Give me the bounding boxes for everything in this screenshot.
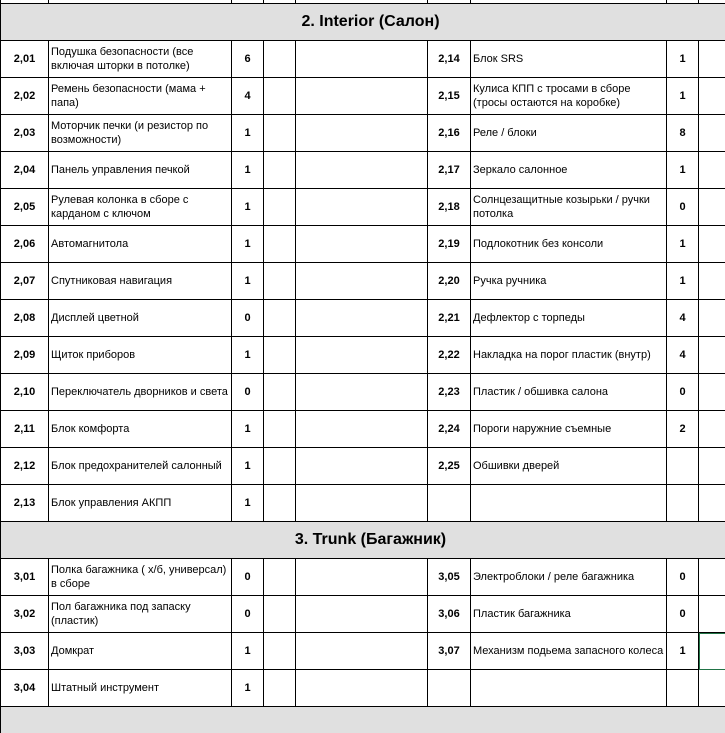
item-number-cell[interactable]: 2,15: [428, 78, 471, 115]
table-row: [1, 300, 725, 337]
item-number-cell[interactable]: 2,14: [428, 41, 471, 78]
table-row: [1, 596, 725, 633]
item-qty-cell[interactable]: 0: [232, 374, 264, 411]
item-name-cell[interactable]: Домкрат: [49, 633, 232, 670]
section-title-trunk[interactable]: 3. Trunk (Багажник): [1, 522, 725, 559]
item-number-cell[interactable]: 2,06: [1, 226, 49, 263]
item-name-cell[interactable]: [471, 670, 667, 707]
empty-cell[interactable]: [264, 485, 296, 522]
empty-cell[interactable]: [264, 411, 296, 448]
item-number-cell[interactable]: 2,07: [1, 263, 49, 300]
table-row: [1, 78, 725, 115]
item-number-cell[interactable]: 2,01: [1, 41, 49, 78]
item-qty-cell[interactable]: 1: [667, 152, 699, 189]
item-name-cell[interactable]: Ремень безопасности (мама + папа): [49, 78, 232, 115]
empty-cell[interactable]: [699, 152, 725, 189]
item-name-cell[interactable]: Блок управления АКПП: [49, 485, 232, 522]
item-name-cell[interactable]: Пол багажника под запаску (пластик): [49, 596, 232, 633]
item-name-cell[interactable]: Обшивки дверей: [471, 448, 667, 485]
item-name-cell[interactable]: Подлокотник без консоли: [471, 226, 667, 263]
item-qty-cell[interactable]: 1: [232, 411, 264, 448]
item-qty-cell[interactable]: 0: [667, 596, 699, 633]
item-qty-cell[interactable]: 0: [232, 596, 264, 633]
section-title-interior[interactable]: 2. Interior (Салон): [1, 4, 725, 41]
item-name-cell[interactable]: Подушка безопасности (все включая шторки в потолке): [49, 41, 232, 78]
empty-cell[interactable]: [264, 78, 296, 115]
section-header-interior: [1, 4, 725, 41]
item-name-cell[interactable]: Ручка ручника: [471, 263, 667, 300]
item-name-cell[interactable]: Кулиса КПП с тросами в сборе (тросы остаются на коробке): [471, 78, 667, 115]
empty-cell[interactable]: [699, 300, 725, 337]
empty-cell[interactable]: [264, 670, 296, 707]
item-qty-cell[interactable]: 1: [667, 226, 699, 263]
empty-cell[interactable]: [264, 41, 296, 78]
table-row: [1, 485, 725, 522]
item-qty-cell[interactable]: 1: [667, 633, 699, 670]
empty-cell[interactable]: [264, 448, 296, 485]
empty-cell[interactable]: [264, 300, 296, 337]
empty-cell[interactable]: [699, 559, 725, 596]
item-qty-cell[interactable]: 1: [232, 115, 264, 152]
empty-cell[interactable]: [296, 448, 428, 485]
table-row: [1, 411, 725, 448]
item-number-cell[interactable]: 3,03: [1, 633, 49, 670]
empty-cell[interactable]: [296, 226, 428, 263]
item-number-cell[interactable]: 2,09: [1, 337, 49, 374]
item-number-cell[interactable]: 3,04: [1, 670, 49, 707]
item-number-cell[interactable]: 2,18: [428, 189, 471, 226]
item-name-cell[interactable]: Дефлектор с торпеды: [471, 300, 667, 337]
empty-cell[interactable]: [699, 596, 725, 633]
item-qty-cell[interactable]: 1: [667, 263, 699, 300]
table-row: [1, 226, 725, 263]
empty-cell[interactable]: [699, 189, 725, 226]
section-header-trunk: [1, 522, 725, 559]
empty-cell[interactable]: [264, 596, 296, 633]
empty-cell[interactable]: [296, 670, 428, 707]
item-qty-cell[interactable]: [667, 448, 699, 485]
empty-cell[interactable]: [296, 152, 428, 189]
empty-cell[interactable]: [296, 78, 428, 115]
item-name-cell[interactable]: Спутниковая навигация: [49, 263, 232, 300]
item-name-cell[interactable]: Блок SRS: [471, 41, 667, 78]
item-number-cell[interactable]: 2,19: [428, 226, 471, 263]
item-qty-cell[interactable]: 1: [232, 670, 264, 707]
empty-cell[interactable]: [296, 115, 428, 152]
item-name-cell[interactable]: Накладка на порог пластик (внутр): [471, 337, 667, 374]
item-qty-cell[interactable]: 0: [232, 559, 264, 596]
item-name-cell[interactable]: Пластик / обшивка салона: [471, 374, 667, 411]
table-row: [1, 152, 725, 189]
item-number-cell[interactable]: 3,05: [428, 559, 471, 596]
item-name-cell[interactable]: Щиток приборов: [49, 337, 232, 374]
item-qty-cell[interactable]: 1: [232, 226, 264, 263]
table-row: [1, 448, 725, 485]
table-row: [1, 115, 725, 152]
item-qty-cell[interactable]: 1: [232, 448, 264, 485]
item-number-cell[interactable]: 3,02: [1, 596, 49, 633]
empty-cell[interactable]: [699, 670, 725, 707]
item-qty-cell[interactable]: 4: [667, 337, 699, 374]
item-number-cell[interactable]: [428, 670, 471, 707]
item-qty-cell[interactable]: 1: [667, 41, 699, 78]
item-number-cell[interactable]: 2,23: [428, 374, 471, 411]
empty-cell[interactable]: [699, 263, 725, 300]
empty-cell[interactable]: [296, 374, 428, 411]
empty-cell[interactable]: [264, 374, 296, 411]
item-qty-cell[interactable]: 1: [232, 633, 264, 670]
item-qty-cell[interactable]: 1: [232, 337, 264, 374]
item-qty-cell[interactable]: 0: [667, 374, 699, 411]
item-qty-cell[interactable]: 2: [667, 411, 699, 448]
item-name-cell[interactable]: Дисплей цветной: [49, 300, 232, 337]
item-number-cell[interactable]: 2,05: [1, 189, 49, 226]
item-number-cell[interactable]: 2,08: [1, 300, 49, 337]
empty-cell[interactable]: [296, 633, 428, 670]
item-name-cell[interactable]: [471, 485, 667, 522]
empty-cell[interactable]: [296, 485, 428, 522]
item-number-cell[interactable]: 2,11: [1, 411, 49, 448]
item-number-cell[interactable]: 2,22: [428, 337, 471, 374]
item-name-cell[interactable]: Реле / блоки: [471, 115, 667, 152]
item-name-cell[interactable]: Электроблоки / реле багажника: [471, 559, 667, 596]
item-name-cell[interactable]: Блок комфорта: [49, 411, 232, 448]
empty-cell[interactable]: [699, 115, 725, 152]
item-name-cell[interactable]: Солнцезащитные козырьки / ручки потолка: [471, 189, 667, 226]
item-name-cell[interactable]: Штатный инструмент: [49, 670, 232, 707]
empty-cell[interactable]: [264, 115, 296, 152]
item-qty-cell[interactable]: [667, 670, 699, 707]
empty-cell[interactable]: [296, 263, 428, 300]
item-qty-cell[interactable]: 0: [667, 189, 699, 226]
empty-cell[interactable]: [296, 300, 428, 337]
empty-cell[interactable]: [264, 152, 296, 189]
empty-cell[interactable]: [699, 633, 725, 670]
table-row: [1, 263, 725, 300]
item-name-cell[interactable]: Рулевая колонка в сборе с карданом с ключом: [49, 189, 232, 226]
item-name-cell[interactable]: Переключатель дворников и света: [49, 374, 232, 411]
table-row: [1, 41, 725, 78]
empty-cell[interactable]: [699, 41, 725, 78]
item-qty-cell[interactable]: 4: [232, 78, 264, 115]
empty-cell[interactable]: [699, 448, 725, 485]
empty-cell[interactable]: [699, 337, 725, 374]
item-name-cell[interactable]: Блок предохранителей салонный: [49, 448, 232, 485]
item-qty-cell[interactable]: 0: [667, 559, 699, 596]
empty-cell[interactable]: [296, 559, 428, 596]
item-number-cell[interactable]: 3,07: [428, 633, 471, 670]
item-number-cell[interactable]: 2,25: [428, 448, 471, 485]
empty-cell[interactable]: [296, 337, 428, 374]
empty-cell[interactable]: [296, 189, 428, 226]
table-row: [1, 633, 725, 670]
empty-cell[interactable]: [264, 263, 296, 300]
item-number-cell[interactable]: 2,12: [1, 448, 49, 485]
empty-cell[interactable]: [699, 411, 725, 448]
item-name-cell[interactable]: Полка багажника ( х/б, универсал) в сборе: [49, 559, 232, 596]
item-number-cell[interactable]: 2,13: [1, 485, 49, 522]
table-row: [1, 559, 725, 596]
item-name-cell[interactable]: Панель управления печкой: [49, 152, 232, 189]
empty-cell[interactable]: [264, 559, 296, 596]
item-qty-cell[interactable]: [667, 485, 699, 522]
empty-cell[interactable]: [296, 411, 428, 448]
item-number-cell[interactable]: 2,04: [1, 152, 49, 189]
table-row: [1, 374, 725, 411]
empty-cell[interactable]: [264, 226, 296, 263]
item-name-cell[interactable]: Моторчик печки (и резистор по возможности): [49, 115, 232, 152]
item-qty-cell[interactable]: 1: [232, 189, 264, 226]
item-name-cell[interactable]: Пороги наружние съемные: [471, 411, 667, 448]
item-qty-cell[interactable]: 8: [667, 115, 699, 152]
empty-cell[interactable]: [296, 596, 428, 633]
item-name-cell[interactable]: Пластик багажника: [471, 596, 667, 633]
item-qty-cell[interactable]: 0: [232, 300, 264, 337]
item-name-cell[interactable]: Механизм подьема запасного колеса: [471, 633, 667, 670]
table-row: [1, 670, 725, 707]
empty-cell[interactable]: [699, 226, 725, 263]
item-qty-cell[interactable]: 6: [232, 41, 264, 78]
item-number-cell[interactable]: [428, 485, 471, 522]
table-row: [1, 189, 725, 226]
item-qty-cell[interactable]: 1: [232, 263, 264, 300]
item-number-cell[interactable]: 2,16: [428, 115, 471, 152]
item-number-cell[interactable]: 3,06: [428, 596, 471, 633]
item-number-cell[interactable]: 2,03: [1, 115, 49, 152]
item-qty-cell[interactable]: 4: [667, 300, 699, 337]
empty-cell[interactable]: [699, 485, 725, 522]
empty-cell[interactable]: [699, 78, 725, 115]
item-name-cell[interactable]: Зеркало салонное: [471, 152, 667, 189]
empty-cell[interactable]: [699, 374, 725, 411]
item-qty-cell[interactable]: 1: [232, 152, 264, 189]
item-number-cell[interactable]: 2,24: [428, 411, 471, 448]
item-number-cell[interactable]: 2,21: [428, 300, 471, 337]
item-number-cell[interactable]: 2,20: [428, 263, 471, 300]
item-name-cell[interactable]: Автомагнитола: [49, 226, 232, 263]
empty-cell[interactable]: [264, 633, 296, 670]
item-number-cell[interactable]: 2,17: [428, 152, 471, 189]
item-qty-cell[interactable]: 1: [232, 485, 264, 522]
empty-cell[interactable]: [264, 337, 296, 374]
empty-cell[interactable]: [296, 41, 428, 78]
item-number-cell[interactable]: 2,02: [1, 78, 49, 115]
item-qty-cell[interactable]: 1: [667, 78, 699, 115]
empty-cell[interactable]: [264, 189, 296, 226]
item-number-cell[interactable]: 3,01: [1, 559, 49, 596]
table-row: [1, 707, 725, 733]
table-row: [1, 337, 725, 374]
item-number-cell[interactable]: 2,10: [1, 374, 49, 411]
empty-cell[interactable]: [1, 707, 725, 733]
